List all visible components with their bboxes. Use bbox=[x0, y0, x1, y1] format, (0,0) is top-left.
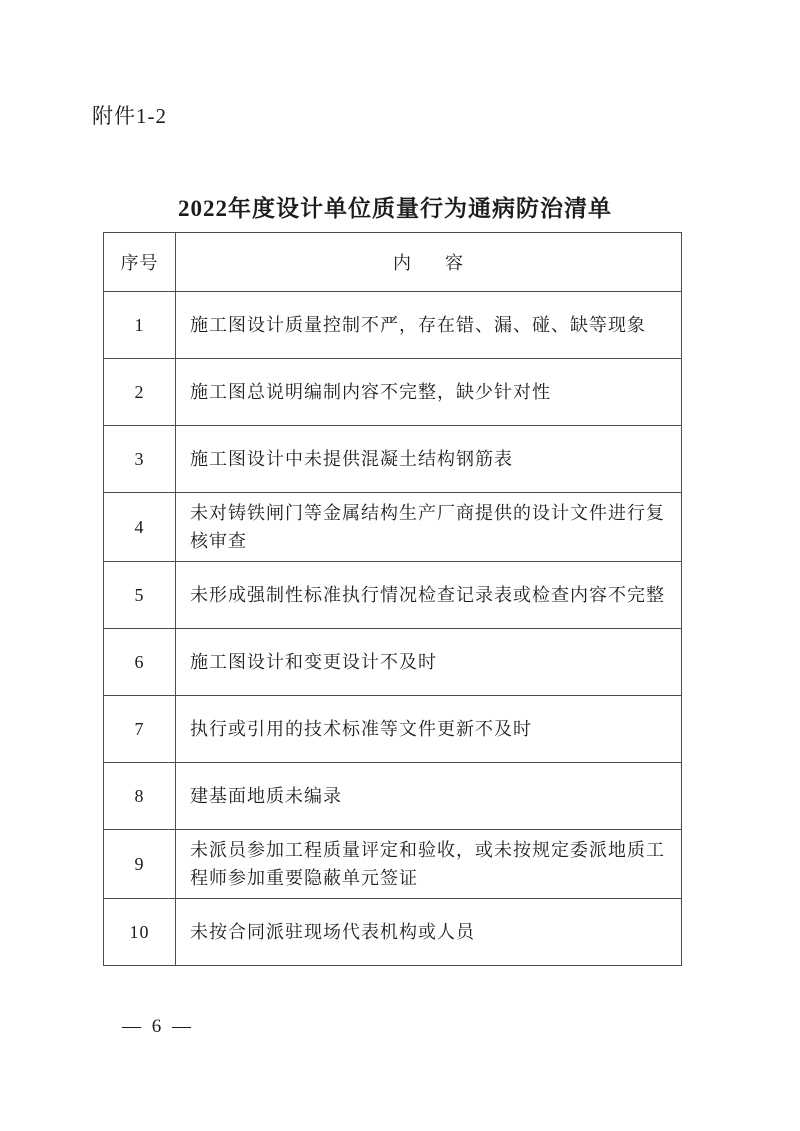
page-title: 2022年度设计单位质量行为通病防治清单 bbox=[178, 196, 612, 221]
row-content: 未按合同派驻现场代表机构或人员 bbox=[176, 899, 682, 966]
row-index: 8 bbox=[104, 763, 176, 830]
attachment-label: 附件1-2 bbox=[92, 104, 167, 128]
row-content: 未对铸铁闸门等金属结构生产厂商提供的设计文件进行复核审查 bbox=[176, 493, 682, 562]
table-row bbox=[104, 899, 682, 966]
row-index: 1 bbox=[104, 292, 176, 359]
row-index: 3 bbox=[104, 426, 176, 493]
row-content: 执行或引用的技术标准等文件更新不及时 bbox=[176, 696, 682, 763]
row-content: 未派员参加工程质量评定和验收，或未按规定委派地质工程师参加重要隐蔽单元签证 bbox=[176, 830, 682, 899]
row-index: 2 bbox=[104, 359, 176, 426]
table-row bbox=[104, 359, 682, 426]
column-header-index: 序号 bbox=[104, 233, 176, 292]
table-row bbox=[104, 426, 682, 493]
row-content: 施工图设计和变更设计不及时 bbox=[176, 629, 682, 696]
row-index: 4 bbox=[104, 493, 176, 562]
row-index: 9 bbox=[104, 830, 176, 899]
row-content: 施工图设计中未提供混凝土结构钢筋表 bbox=[176, 426, 682, 493]
page-number: — 6 — bbox=[122, 1016, 194, 1037]
defect-list-table bbox=[103, 232, 682, 966]
row-index: 5 bbox=[104, 562, 176, 629]
table-row bbox=[104, 830, 682, 899]
table-row bbox=[104, 763, 682, 830]
row-content: 未形成强制性标准执行情况检查记录表或检查内容不完整 bbox=[176, 562, 682, 629]
table-row bbox=[104, 493, 682, 562]
row-index: 7 bbox=[104, 696, 176, 763]
table-row bbox=[104, 292, 682, 359]
row-content: 建基面地质未编录 bbox=[176, 763, 682, 830]
row-index: 6 bbox=[104, 629, 176, 696]
table-row bbox=[104, 562, 682, 629]
table-header-row bbox=[104, 233, 682, 292]
row-content: 施工图设计质量控制不严，存在错、漏、碰、缺等现象 bbox=[176, 292, 682, 359]
table-row bbox=[104, 629, 682, 696]
row-index: 10 bbox=[104, 899, 176, 966]
row-content: 施工图总说明编制内容不完整，缺少针对性 bbox=[176, 359, 682, 426]
table-row bbox=[104, 696, 682, 763]
column-header-content: 内 容 bbox=[176, 233, 682, 292]
